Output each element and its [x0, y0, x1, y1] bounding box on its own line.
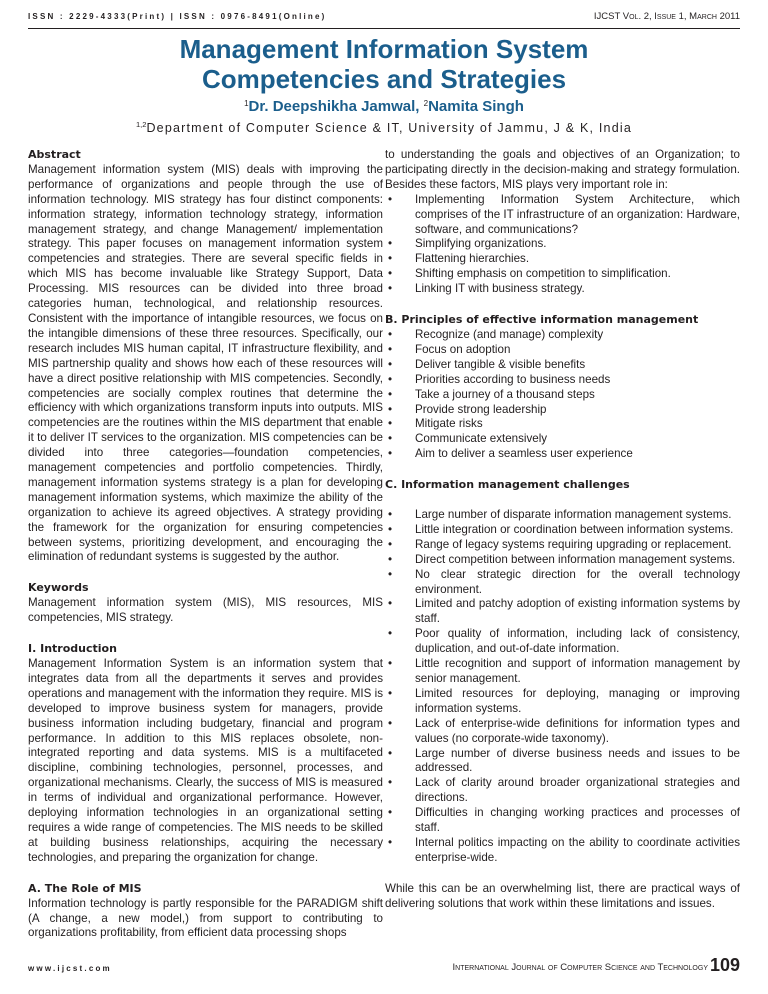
list-item: • Deliver tangible & visible benefits	[385, 358, 740, 373]
list-item: • Direct competition between information management systems.	[385, 553, 740, 568]
spacer	[385, 493, 740, 508]
abstract-text: Management information system (MIS) deals with improving the performance of organizations and people through the use of information technology. MIS strategy has four distinct components: information strategy, information technology strategy, information management strategy, and change Management/ implementation strategy. This paper focuses on management information system competencies and strategies. There are several specific fields in which MIS has become invaluable like Strategy Support, Data Processing. MIS resources can be divided into three broad categories human, technological, and relationship resources. Consistent with the importance of intangible resources, we focus on the intangible dimensions of these three resources. Specifically, our research includes MIS human capital, IT infrastructure flexibility, and MIS partnership quality and shows how each of these resources will have a direct positive relationship with MIS competencies. Secondly, competencies are socially complex routines that determine the efficiency with which organizations transform inputs into outputs. MIS competencies are the routines within the MIS department that enable it to deliver IT services to the organization. MIS competencies can be divided into three categories—foundation competencies, management competencies and portfolio competencies. Thirdly, management information systems strategy is a plan for developing management information systems, which maximize the ability of the organization to achieve its agreed objectives. A strategy providing the framework for the organization for ensuring competencies between systems, prioritizing development, and encouraging the elimination of redundant systems is suggested by the author.	[28, 162, 383, 564]
introduction-text: Management Information System is an information system that integrates data from all the departments it serves and provides operations and management with the information they require. MIS is developed to improve business system for managers, provide business information including budgetary, financial and program performance. In addition to this MIS replaces obsolete, non-integrated reporting and data systems. MIS is a multifaceted discipline, combining technologies, personnel, processes, and organizational mechanisms. Clearly, the success of MIS is measured in terms of individual and organizational performance. However, deploying information technologies in an organizational setting requires a wide range of competencies. The MIS needs to be skilled at building business relationships, acquiring the necessary technologies, and preparing the organization for change.	[28, 657, 383, 864]
list-item: • Limited and patchy adoption of existing information systems by staff.	[385, 597, 740, 627]
list-item: • Mitigate risks	[385, 417, 740, 432]
right-column	[385, 148, 740, 912]
role-heading: A. The Role of MIS	[28, 881, 142, 895]
author-2-name: Namita Singh	[428, 98, 524, 115]
journal-issue-header: IJCST Vol. 2, Issue 1, March 2011	[593, 11, 740, 22]
list-item: • Internal politics impacting on the ability to coordinate activities enterprise-wide.	[385, 836, 740, 866]
list-item: • Flattening hierarchies.	[385, 252, 740, 267]
spacer	[28, 565, 383, 581]
list-item: • Limited resources for deploying, managing or improving information systems.	[385, 687, 740, 717]
spacer	[385, 866, 740, 882]
footer-journal-name: International Journal of Computer Science and Technology	[452, 962, 708, 973]
list-item: • Provide strong leadership	[385, 403, 740, 418]
footer-website: www.ijcst.com	[28, 964, 112, 973]
author-line	[0, 98, 768, 115]
list-item: • Communicate extensively	[385, 432, 740, 447]
author-1-sup: 1	[244, 99, 249, 108]
list-item: • Simplifying organizations.	[385, 237, 740, 252]
list-item: • Priorities according to business needs	[385, 373, 740, 388]
author-1-name: Dr. Deepshikha Jamwal,	[248, 98, 424, 115]
introduction-heading: I. Introduction	[28, 642, 117, 656]
spacer	[28, 866, 383, 882]
list-item: • Difficulties in changing working practices and processes of staff.	[385, 806, 740, 836]
issn-header: ISSN : 2229-4333(Print) | ISSN : 0976-8491(Online)	[28, 12, 327, 21]
header-rule	[28, 28, 740, 29]
list-item: • Focus on adoption	[385, 343, 740, 358]
left-column	[28, 148, 383, 941]
affiliation-line	[0, 120, 768, 135]
spacer	[28, 626, 383, 642]
role-text-continued: to understanding the goals and objectives of an Organization; to participating directly in the decision-making and strategy formulation. Besides these factors, MIS plays very important role in:	[385, 148, 740, 191]
principles-heading: B. Principles of effective information management	[385, 313, 699, 327]
list-item: • Poor quality of information, including lack of consistency, duplication, and out-of-date information.	[385, 627, 740, 657]
list-item: • Little integration or coordination between information systems.	[385, 523, 740, 538]
list-item: • Lack of enterprise-wide definitions for information types and values (no corporate-wide taxonomy).	[385, 717, 740, 747]
paper-title-line-2: Competencies and Strategies	[201, 64, 567, 94]
challenges-heading: C. Information management challenges	[385, 478, 630, 492]
list-item: • Little recognition and support of information management by senior management.	[385, 657, 740, 687]
challenges-list	[385, 508, 740, 866]
list-item: • Large number of disparate information management systems.	[385, 508, 740, 523]
list-item: • Implementing Information System Architecture, which comprises of the IT infrastructure of an organization: Hardware, software, and communications?	[385, 193, 740, 238]
list-item: • No clear strategic direction for the overall technology environment.	[385, 568, 740, 598]
list-item: • Take a journey of a thousand steps	[385, 388, 740, 403]
page-number: 109	[709, 955, 740, 975]
list-item: • Recognize (and manage) complexity	[385, 328, 740, 343]
list-item: • Large number of diverse business needs and issues to be addressed.	[385, 747, 740, 777]
list-item: • Aim to deliver a seamless user experience	[385, 447, 740, 462]
keywords-heading: Keywords	[28, 581, 89, 595]
role-text: Information technology is partly responsible for the PARADIGM shift (A change, a new model,) from support to contributing to organizations profitability, from efficient data processing shops	[28, 896, 383, 940]
list-item: • Lack of clarity around broader organizational strategies and directions.	[385, 776, 740, 806]
list-item: • Shifting emphasis on competition to simplification.	[385, 267, 740, 282]
list-item: • Linking IT with business strategy.	[385, 282, 740, 297]
affiliation: Department of Computer Science & IT, University of Jammu, J & K, India	[146, 121, 632, 135]
abstract-heading: Abstract	[28, 148, 81, 161]
affiliation-sup: 1,2	[136, 120, 147, 129]
list-item: • Range of legacy systems requiring upgrading or replacement.	[385, 538, 740, 553]
author-2-sup: 2	[423, 99, 429, 108]
spacer	[385, 462, 740, 478]
spacer	[385, 297, 740, 313]
paper-title-line-1: Management Information System	[179, 34, 589, 64]
challenges-closing: While this can be an overwhelming list, there are practical ways of delivering solutions that work within these limitations and issues.	[385, 881, 740, 910]
principles-list	[385, 328, 740, 462]
role-list	[385, 193, 740, 297]
keywords-text: Management information system (MIS), MIS resources, MIS competencies, MIS strategy.	[28, 596, 383, 625]
